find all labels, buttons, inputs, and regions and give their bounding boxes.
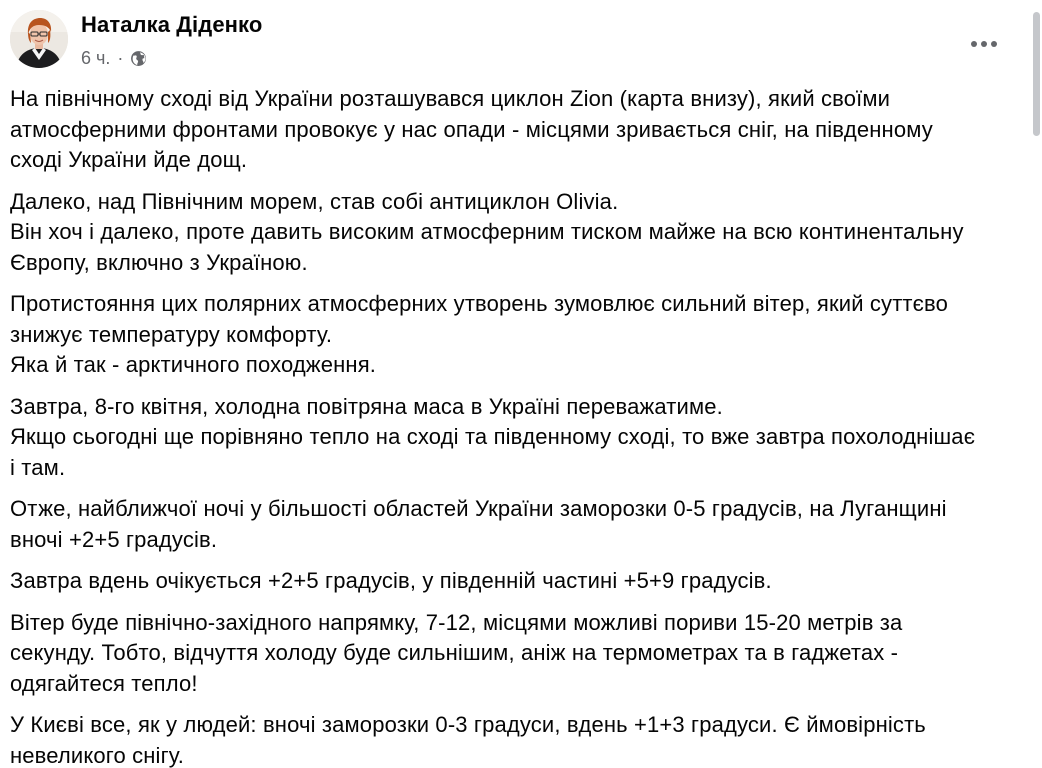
author-avatar[interactable] — [10, 10, 68, 68]
post-timestamp[interactable]: 6 ч. — [81, 47, 111, 68]
post-paragraph: Протистояння цих полярних атмосферних утворень зумовлює сильний вітер, який суттєво знижує температуру комфорту. Яка й так - арктичного походження. — [10, 291, 948, 377]
meta-separator: · — [117, 47, 124, 68]
avatar-image — [10, 10, 68, 68]
post-paragraph: Отже, найближчої ночі у більшості областей України заморозки 0-5 градусів, на Луганщині вночі +2+5 градусів. — [10, 496, 947, 552]
post-header — [10, 10, 1010, 72]
post-paragraph: Вітер буде північно-західного напрямку, 7-12, місцями можливі пориви 15-20 метрів за секунду. Тобто, відчуття холоду буде сильнішим, аніж на термометрах та в гаджетах - одягайтеся тепло! — [10, 609, 903, 696]
scrollbar-thumb[interactable] — [1033, 12, 1040, 136]
author-name[interactable]: Наталка Діденко — [81, 12, 263, 37]
post-paragraph: Завтра, 8-го квітня, холодна повітряна маса в Україні переважатиме. Якщо сьогодні ще порівняно тепло на сході та південному сході, то вже завтра похолоднішає і там. — [10, 393, 976, 480]
post-body — [10, 84, 1020, 768]
globe-icon[interactable] — [130, 50, 147, 67]
post-paragraph: Далеко, над Північним морем, став собі антициклон Olivia. Він хоч і далеко, проте давить високим атмосферним тиском майже на всю континентальну Європу, включно з Україною. — [10, 188, 964, 275]
post-meta — [81, 46, 147, 70]
more-options-button[interactable] — [966, 32, 1002, 56]
post-paragraph: На північному сході від України розташувався циклон Zion (карта внизу), який своїми атмосферними фронтами провокує у нас опади - місцями зривається сніг, на південному сході України йде дощ. — [10, 86, 933, 172]
post-paragraph: Завтра вдень очікується +2+5 градусів, у південній частині +5+9 градусів. — [10, 568, 772, 593]
more-horizontal-icon — [970, 40, 998, 48]
post-paragraph: У Києві все, як у людей: вночі заморозки 0-3 градуси, вдень +1+3 градуси. Є ймовірність невеликого снігу. — [10, 712, 926, 768]
